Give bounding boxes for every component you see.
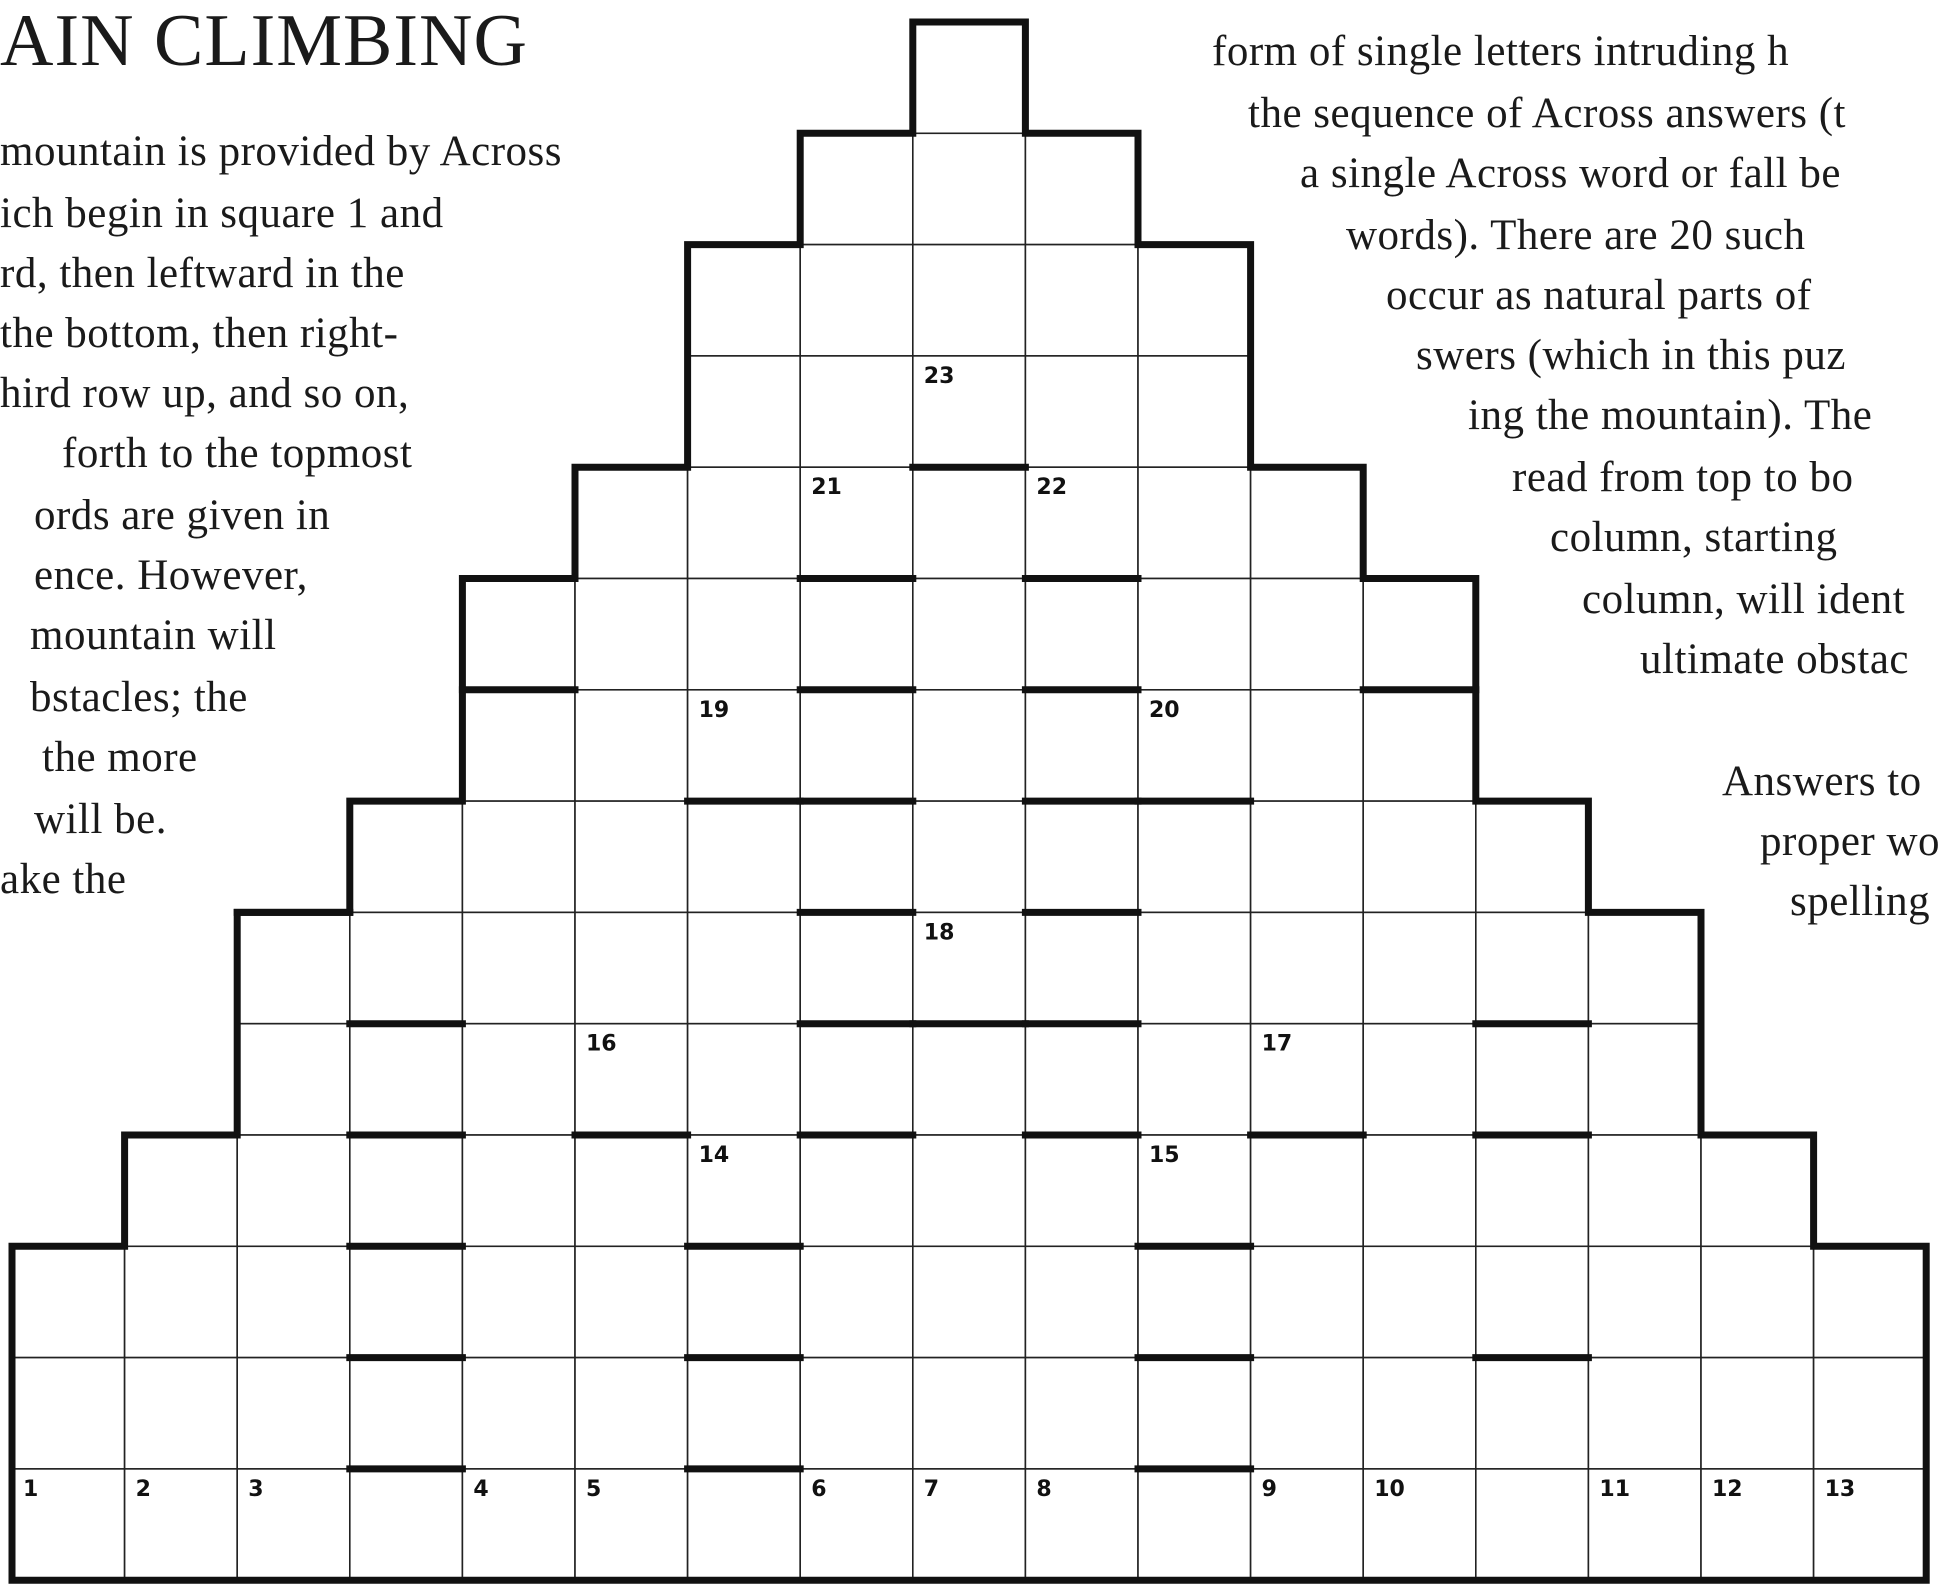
intro-right-line: column, starting: [1550, 514, 1838, 561]
grid-cell[interactable]: [462, 1358, 575, 1469]
intro-left-line: the bottom, then right-: [0, 310, 399, 357]
grid-cell[interactable]: [1251, 467, 1364, 578]
intro-left-line: will be.: [34, 796, 167, 843]
grid-cell[interactable]: [1701, 1246, 1814, 1357]
grid-cell[interactable]: [1701, 1135, 1814, 1246]
grid-cell[interactable]: [575, 1135, 688, 1246]
clue-number: 9: [1261, 1476, 1277, 1502]
clue-number: 20: [1149, 697, 1180, 723]
grid-cell[interactable]: [688, 579, 801, 690]
puzzle-title: AIN CLIMBING: [0, 0, 528, 82]
grid-cell[interactable]: [1363, 690, 1476, 801]
grid-cell[interactable]: [913, 1135, 1026, 1246]
grid-cell[interactable]: [688, 356, 801, 467]
grid-cell[interactable]: [575, 801, 688, 912]
intro-right-line: column, will ident: [1582, 576, 1906, 623]
grid-cell[interactable]: [237, 912, 350, 1023]
intro-right-line: ing the mountain). The: [1468, 392, 1873, 439]
grid-cell[interactable]: [1251, 1358, 1364, 1469]
clue-number: 19: [698, 697, 730, 723]
grid-cell[interactable]: [350, 1246, 463, 1357]
clue-number: 11: [1599, 1476, 1631, 1502]
grid-cell[interactable]: [800, 1246, 913, 1357]
grid-cell[interactable]: [575, 1246, 688, 1357]
grid-cell[interactable]: [1476, 1024, 1589, 1135]
grid-cell[interactable]: [350, 912, 463, 1023]
grid-cell[interactable]: [1251, 801, 1364, 912]
grid-cell[interactable]: [1025, 579, 1138, 690]
clue-number: 10: [1374, 1476, 1405, 1502]
grid-cell[interactable]: [1138, 912, 1251, 1023]
grid-cell[interactable]: [125, 1358, 238, 1469]
grid-cell[interactable]: [1814, 1246, 1927, 1357]
grid-cell[interactable]: [575, 690, 688, 801]
intro-left-line: hird row up, and so on,: [0, 370, 410, 417]
grid-cell[interactable]: [1476, 801, 1589, 912]
grid-cell[interactable]: [913, 579, 1026, 690]
clue-number: 18: [923, 920, 955, 946]
grid-cell[interactable]: [688, 467, 801, 578]
grid-cell[interactable]: [1588, 1135, 1701, 1246]
intro-left-line: ence. However,: [34, 552, 308, 599]
clue-number: 5: [586, 1476, 602, 1502]
grid-cell[interactable]: [1025, 1135, 1138, 1246]
grid-cell[interactable]: [913, 22, 1026, 133]
grid-cell[interactable]: [1138, 1246, 1251, 1357]
grid-cell[interactable]: [1025, 133, 1138, 244]
intro-left-line: ich begin in square 1 and: [0, 190, 444, 237]
grid-cell[interactable]: [913, 133, 1026, 244]
clue-number: 22: [1036, 475, 1068, 501]
grid-cell[interactable]: [1138, 1358, 1251, 1469]
grid-cell[interactable]: [688, 1358, 801, 1469]
clue-number: 13: [1824, 1476, 1856, 1502]
intro-right-line: form of single letters intruding h: [1212, 28, 1790, 75]
grid-cell[interactable]: [1363, 912, 1476, 1023]
grid-cell[interactable]: [237, 1246, 350, 1357]
grid-cell[interactable]: [1251, 1246, 1364, 1357]
grid-cell[interactable]: [1363, 1024, 1476, 1135]
clue-number: 4: [473, 1476, 489, 1502]
grid-cell[interactable]: [800, 1024, 913, 1135]
clue-number: 3: [248, 1476, 264, 1502]
grid-cell[interactable]: [1138, 1469, 1251, 1580]
grid-cell[interactable]: [1363, 579, 1476, 690]
grid-cell[interactable]: [1025, 801, 1138, 912]
grid-cell[interactable]: [800, 1358, 913, 1469]
grid-cell[interactable]: [800, 1135, 913, 1246]
grid-cell[interactable]: [1138, 1024, 1251, 1135]
grid-cell[interactable]: [688, 1246, 801, 1357]
grid-cell[interactable]: [1363, 1135, 1476, 1246]
clue-number: 23: [923, 363, 955, 389]
clue-number: 15: [1149, 1143, 1180, 1168]
grid-cell[interactable]: [688, 801, 801, 912]
grid-cell[interactable]: [1251, 912, 1364, 1023]
grid-cell[interactable]: [575, 1358, 688, 1469]
clue-number: 8: [1036, 1476, 1052, 1502]
grid-cell[interactable]: [1025, 1024, 1138, 1135]
grid-cell[interactable]: [1814, 1358, 1927, 1469]
grid-cell[interactable]: [800, 356, 913, 467]
grid-cell[interactable]: [1025, 1358, 1138, 1469]
grid-cell[interactable]: [575, 912, 688, 1023]
grid-cell[interactable]: [913, 1246, 1026, 1357]
grid-cell[interactable]: [800, 133, 913, 244]
grid-cell[interactable]: [350, 801, 463, 912]
grid-cell[interactable]: [12, 1358, 125, 1469]
intro-right-line: occur as natural parts of: [1386, 272, 1812, 319]
grid-cell[interactable]: [462, 1024, 575, 1135]
intro-right-line: ultimate obstac: [1640, 636, 1910, 683]
grid-cell[interactable]: [350, 1358, 463, 1469]
grid-cell[interactable]: [913, 1358, 1026, 1469]
grid-cell[interactable]: [913, 467, 1026, 578]
grid-cell[interactable]: [1476, 1135, 1589, 1246]
grid-cell[interactable]: [800, 690, 913, 801]
grid-cell[interactable]: [350, 1024, 463, 1135]
grid-cell[interactable]: [1251, 690, 1364, 801]
intro-right-line: Answers to: [1722, 758, 1922, 805]
intro-left-line: bstacles; the: [30, 674, 248, 721]
grid-cell[interactable]: [1025, 356, 1138, 467]
clue-number: 1: [23, 1476, 39, 1502]
clue-number: 17: [1261, 1031, 1293, 1057]
grid-cell[interactable]: [350, 1135, 463, 1246]
grid-cell[interactable]: [12, 1246, 125, 1357]
clue-number: 2: [135, 1476, 151, 1502]
grid-cell[interactable]: [350, 1469, 463, 1580]
intro-left-line: ords are given in: [34, 492, 331, 539]
clue-number: 6: [811, 1476, 827, 1502]
grid-cell[interactable]: [1138, 579, 1251, 690]
grid-cell[interactable]: [237, 1024, 350, 1135]
intro-left-line: mountain is provided by Across: [0, 128, 563, 175]
grid-cell[interactable]: [1363, 1358, 1476, 1469]
grid-cell[interactable]: [688, 1469, 801, 1580]
grid-cell[interactable]: [1588, 1024, 1701, 1135]
intro-right-line: proper wo: [1760, 818, 1941, 865]
intro-right-line: words). There are 20 such: [1346, 212, 1806, 259]
grid-cell[interactable]: [575, 579, 688, 690]
grid-cell[interactable]: [462, 690, 575, 801]
intro-right-line: read from top to bo: [1512, 454, 1854, 501]
intro-left-line: forth to the topmost: [62, 430, 413, 477]
grid-cell[interactable]: [1476, 1246, 1589, 1357]
grid-cell[interactable]: [913, 690, 1026, 801]
clue-number: 12: [1712, 1476, 1743, 1502]
grid-cell[interactable]: [575, 467, 688, 578]
grid-cell[interactable]: [800, 801, 913, 912]
grid-cell[interactable]: [1025, 245, 1138, 356]
grid-cell[interactable]: [1025, 1246, 1138, 1357]
intro-left-line: mountain will: [30, 612, 277, 659]
clue-number: 7: [923, 1476, 940, 1502]
grid-cell[interactable]: [1476, 1469, 1589, 1580]
grid-cell[interactable]: [1251, 1135, 1364, 1246]
grid-cell[interactable]: [125, 1135, 238, 1246]
grid-cell[interactable]: [1138, 356, 1251, 467]
grid-cell[interactable]: [462, 579, 575, 690]
intro-right-line: spelling: [1790, 878, 1931, 925]
grid-cell[interactable]: [1138, 245, 1251, 356]
grid-cell[interactable]: [1025, 690, 1138, 801]
intro-right-line: the sequence of Across answers (t: [1248, 90, 1847, 137]
grid-cell[interactable]: [1476, 1358, 1589, 1469]
grid-cell[interactable]: [462, 801, 575, 912]
grid-cell[interactable]: [1476, 912, 1589, 1023]
clue-number: 14: [698, 1143, 730, 1168]
grid-cell[interactable]: [125, 1246, 238, 1357]
grid-cell[interactable]: [462, 1135, 575, 1246]
clue-number: 21: [811, 475, 842, 501]
grid-cell[interactable]: [1025, 912, 1138, 1023]
grid-cell[interactable]: [1701, 1358, 1814, 1469]
intro-right-line: a single Across word or fall be: [1300, 150, 1841, 197]
grid-cell[interactable]: [237, 1135, 350, 1246]
grid-cell[interactable]: [462, 912, 575, 1023]
grid-cell[interactable]: [1251, 579, 1364, 690]
grid-cell[interactable]: [1363, 1246, 1476, 1357]
grid-cell[interactable]: [1138, 801, 1251, 912]
intro-right-line: swers (which in this puz: [1416, 332, 1846, 379]
grid-cell[interactable]: [1588, 912, 1701, 1023]
grid-cell[interactable]: [800, 912, 913, 1023]
grid-cell[interactable]: [1138, 467, 1251, 578]
intro-left-line: the more: [42, 734, 198, 781]
grid-cell[interactable]: [1588, 1358, 1701, 1469]
grid-cell[interactable]: [800, 245, 913, 356]
grid-cell[interactable]: [913, 1024, 1026, 1135]
intro-left-line: rd, then leftward in the: [0, 250, 405, 297]
grid-cell[interactable]: [688, 912, 801, 1023]
clue-number: 16: [586, 1031, 617, 1057]
grid-cell[interactable]: [1363, 801, 1476, 912]
grid-cell[interactable]: [1588, 1246, 1701, 1357]
grid-cell[interactable]: [462, 1246, 575, 1357]
grid-cell[interactable]: [800, 579, 913, 690]
grid-cell[interactable]: [237, 1358, 350, 1469]
intro-left-line: ake the: [0, 856, 127, 903]
grid-cell[interactable]: [688, 245, 801, 356]
grid-cell[interactable]: [913, 245, 1026, 356]
grid-cell[interactable]: [913, 801, 1026, 912]
grid-cell[interactable]: [688, 1024, 801, 1135]
